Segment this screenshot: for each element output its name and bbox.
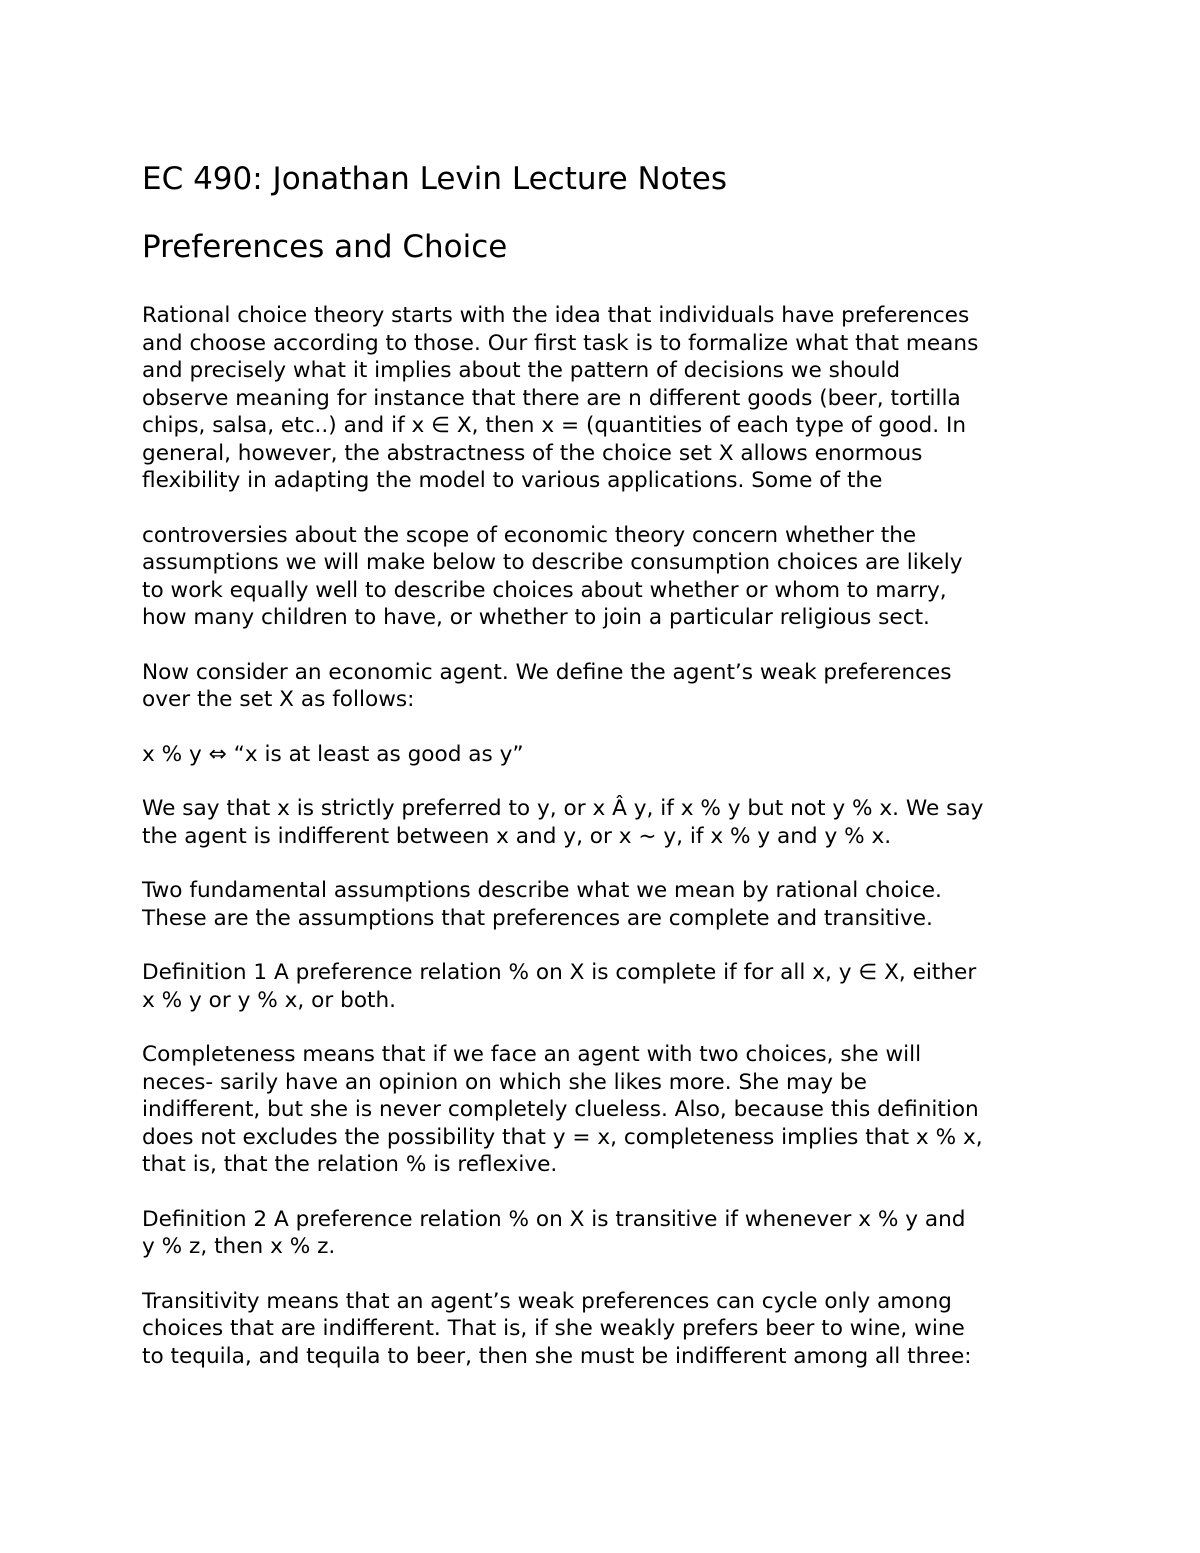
paragraph-line: Rational choice theory starts with the idea that individuals have preferences <box>142 303 970 328</box>
paragraph <box>142 659 1082 714</box>
paragraph-line: flexibility in adapting the model to various applications. Some of the <box>142 468 883 493</box>
paragraph-line: and precisely what it implies about the pattern of decisions we should <box>142 358 901 383</box>
paragraph-line: how many children to have, or whether to join a particular religious sect. <box>142 605 930 630</box>
paragraph <box>142 302 1082 495</box>
paragraph-line: does not excludes the possibility that y = x, completeness implies that x % x, <box>142 1124 983 1150</box>
paragraph-line: Definition 1 A preference relation % on X is complete if for all x, y ∈ X, either <box>142 960 977 985</box>
paragraph <box>142 522 1082 632</box>
paragraph-line: controversies about the scope of economic theory concern whether the <box>142 522 917 548</box>
paragraph-line: observe meaning for instance that there are n different goods (beer, tortilla <box>142 385 961 411</box>
paragraph-line: to work equally well to describe choices about whether or whom to marry, <box>142 577 947 603</box>
paragraph-line: to tequila, and tequila to beer, then she must be indifferent among all three: <box>142 1343 972 1369</box>
paragraph <box>142 1206 1082 1261</box>
paragraph-line: x % y ⇔ “x is at least as good as y” <box>142 741 524 767</box>
paragraph-line: chips, salsa, etc..) and if x ∈ X, then x = (quantities of each type of good. In <box>142 413 967 438</box>
paragraph-line: indifferent, but she is never completely clueless. Also, because this definition <box>142 1097 979 1122</box>
paragraph-line: Transitivity means that an agent’s weak preferences can cycle only among <box>142 1288 952 1314</box>
paragraph-line: Two fundamental assumptions describe what we mean by rational choice. <box>142 878 942 903</box>
paragraph <box>142 1041 1082 1179</box>
paragraph <box>142 877 1082 932</box>
paragraph-line: over the set X as follows: <box>142 687 415 712</box>
paragraph-line: general, however, the abstractness of the choice set X allows enormous <box>142 440 923 466</box>
paragraph-line: We say that x is strictly preferred to y, or x Â y, if x % y but not y % x. We say <box>142 796 984 821</box>
paragraph-line: and choose according to those. Our first task is to formalize what that means <box>142 330 979 356</box>
paragraph-line: x % y or y % x, or both. <box>142 987 397 1013</box>
document-title: EC 490: Jonathan Levin Lecture Notes <box>142 161 728 197</box>
paragraph <box>142 795 1082 850</box>
paragraph-line: neces- sarily have an opinion on which she likes more. She may be <box>142 1069 867 1095</box>
paragraph <box>142 1288 1082 1371</box>
paragraph-line: Completeness means that if we face an agent with two choices, she will <box>142 1042 922 1067</box>
paragraph-line: Now consider an economic agent. We define the agent’s weak preferences <box>142 659 952 685</box>
document-body <box>142 302 1082 1370</box>
paragraph-line: y % z, then x % z. <box>142 1234 336 1259</box>
document-subtitle: Preferences and Choice <box>142 229 508 265</box>
paragraph <box>142 741 1082 769</box>
paragraph-line: choices that are indifferent. That is, if she weakly prefers beer to wine, wine <box>142 1316 965 1341</box>
paragraph-line: These are the assumptions that preferences are complete and transitive. <box>142 905 933 931</box>
paragraph-line: the agent is indifferent between x and y, or x ~ y, if x % y and y % x. <box>142 823 892 849</box>
paragraph <box>142 959 1082 1014</box>
paragraph-line: assumptions we will make below to describe consumption choices are likely <box>142 550 963 575</box>
paragraph-line: Definition 2 A preference relation % on X is transitive if whenever x % y and <box>142 1206 966 1232</box>
document-page <box>142 160 1082 1370</box>
paragraph-line: that is, that the relation % is reflexive. <box>142 1152 558 1177</box>
